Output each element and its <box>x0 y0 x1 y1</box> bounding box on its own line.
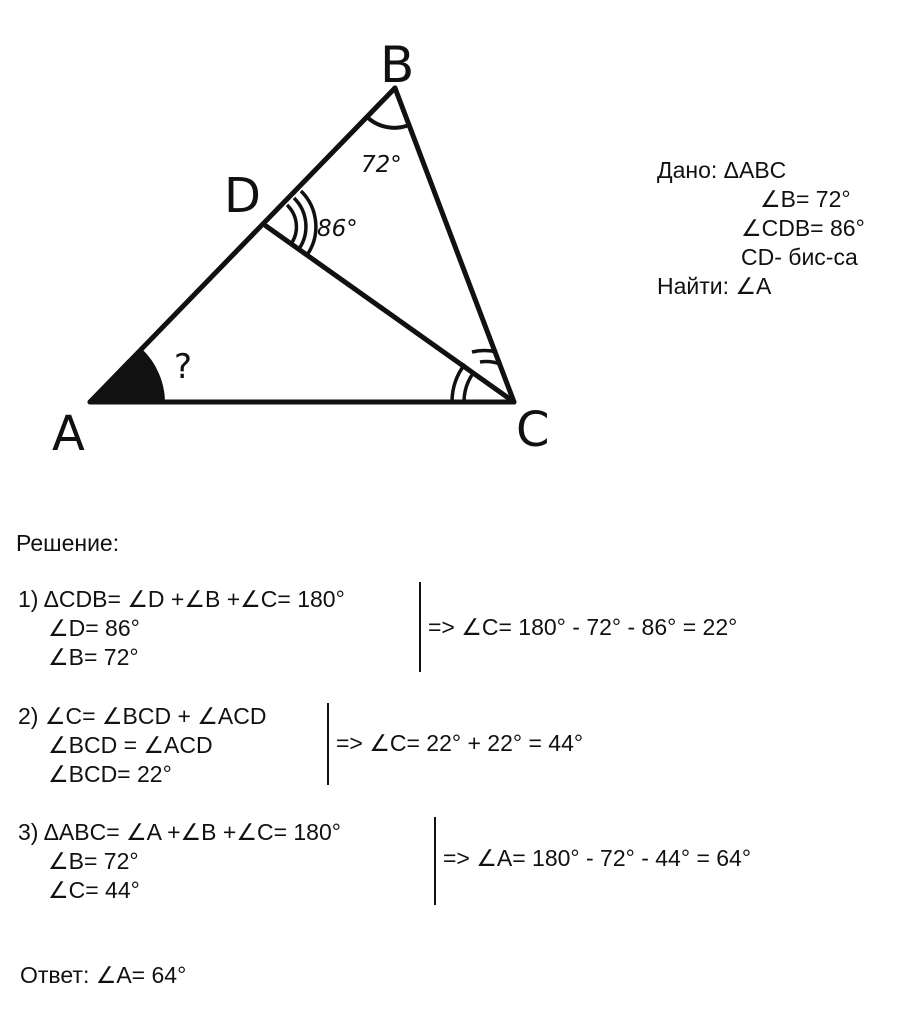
angle-a-mark <box>90 349 165 402</box>
angle-cdb-arc-1 <box>287 205 296 244</box>
label-angle-cdb: 86° <box>317 216 358 242</box>
answer-line: Ответ: ∠A= 64° <box>20 962 187 988</box>
given-line: ∠CDB= 86° <box>741 215 865 241</box>
triangle-diagram <box>0 0 640 480</box>
angle-cdb-arc-3 <box>301 191 316 255</box>
step-line: 3) ΔABC= ∠A +∠B +∠C= 180° <box>18 819 341 845</box>
bisector-cd <box>266 226 514 402</box>
label-a: A <box>52 406 85 462</box>
given-line: ∠B= 72° <box>760 186 851 212</box>
step-2-divider <box>327 703 329 785</box>
solution-title: Решение: <box>16 530 120 556</box>
step-1-result: => ∠C= 180° - 72° - 86° = 22° <box>428 614 738 640</box>
solution-step-2 <box>18 702 266 789</box>
step-line: 1) ΔCDB= ∠D +∠B +∠C= 180° <box>18 586 345 612</box>
angle-c-arc-3 <box>480 362 500 364</box>
side-bc <box>395 88 514 402</box>
step-3-result: => ∠A= 180° - 72° - 44° = 64° <box>443 845 752 871</box>
step-line: ∠B= 72° <box>48 644 139 670</box>
label-angle-a: ? <box>174 347 193 387</box>
given-block <box>657 156 865 301</box>
step-1-divider <box>419 582 421 672</box>
step-line: ∠D= 86° <box>48 615 140 641</box>
step-line: 2) ∠C= ∠BCD + ∠ACD <box>18 703 267 729</box>
solution-step-3 <box>18 818 341 905</box>
label-c: C <box>516 402 550 458</box>
solution-step-1 <box>18 585 345 672</box>
label-angle-b: 72° <box>361 152 402 178</box>
angle-b-arc <box>367 117 409 128</box>
side-ab <box>90 88 395 402</box>
angle-c-arc-4 <box>472 350 497 352</box>
label-b: B <box>380 36 415 94</box>
step-line: ∠BCD= 22° <box>48 761 172 787</box>
given-title: Дано: ΔABC <box>657 157 787 183</box>
label-d: D <box>224 168 261 224</box>
step-3-divider <box>434 817 436 905</box>
step-2-result: => ∠C= 22° + 22° = 44° <box>336 730 584 756</box>
angle-c-arc-1 <box>464 372 474 402</box>
given-line: CD- бис-са <box>741 244 858 270</box>
step-line: ∠C= 44° <box>48 877 140 903</box>
step-line: ∠B= 72° <box>48 848 139 874</box>
find-line: Найти: ∠A <box>657 273 772 299</box>
step-line: ∠BCD = ∠ACD <box>48 732 213 758</box>
